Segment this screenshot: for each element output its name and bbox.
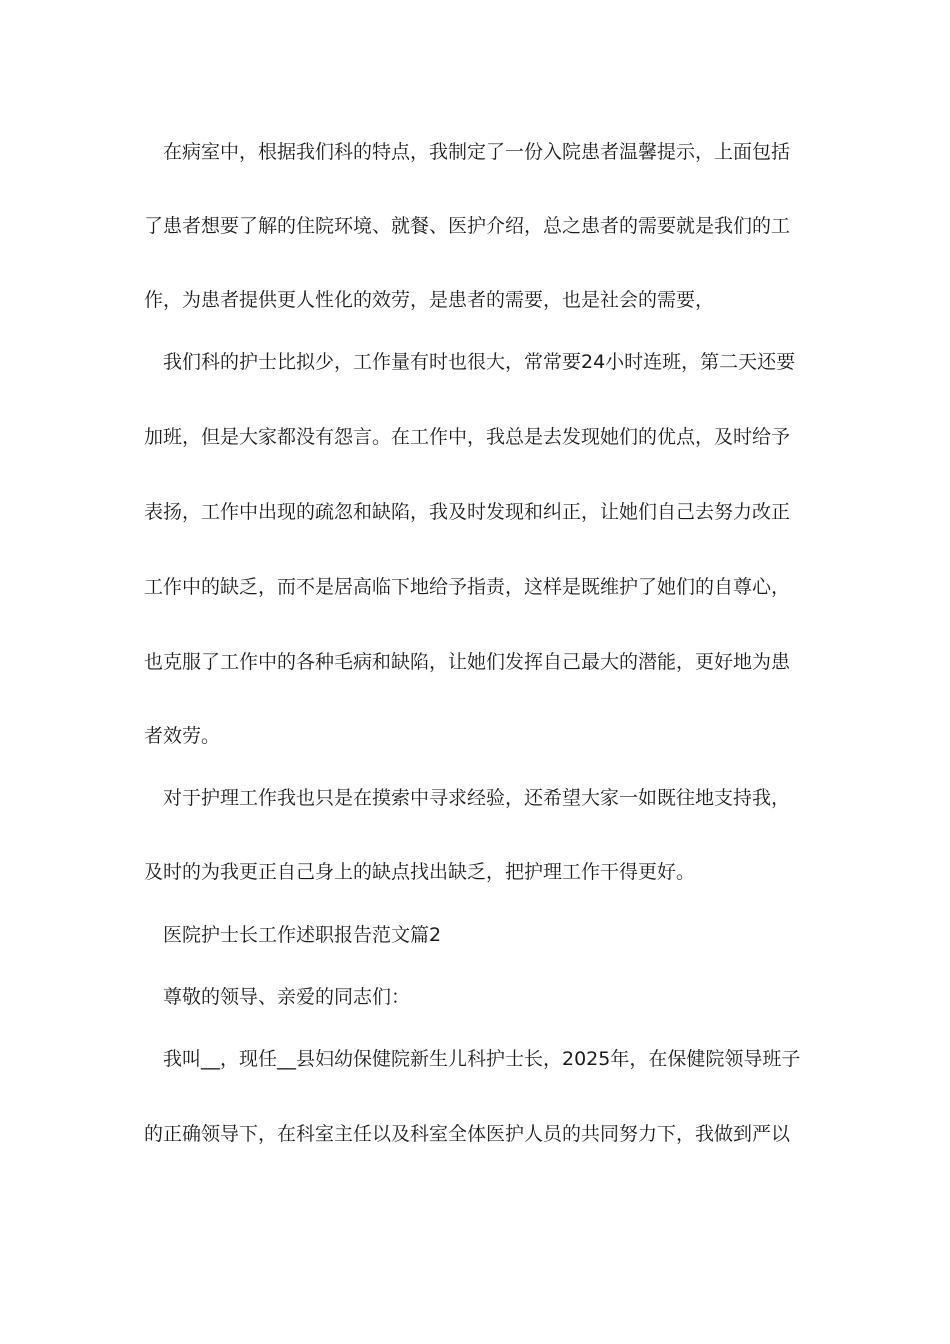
text-line: 表扬，工作中出现的疏忽和缺陷，我及时发现和纠正，让她们自己去努力改正 (144, 501, 791, 523)
section-heading: 医院护士长工作述职报告范文篇2 (163, 924, 442, 946)
text-line: 及时的为我更正自己身上的缺点找出缺乏，把护理工作干得更好。 (144, 861, 696, 883)
text-line: 对于护理工作我也只是在摸索中寻求经验，还希望大家一如既往地支持我， (163, 787, 791, 809)
text-line: 了患者想要了解的住院环境、就餐、医护介绍，总之患者的需要就是我们的工 (144, 215, 791, 237)
text-line: 的正确领导下，在科室主任以及科室全体医护人员的共同努力下，我做到严以 (144, 1123, 791, 1145)
text-line: 作，为患者提供更人性化的效劳，是患者的需要，也是社会的需要， (144, 289, 715, 311)
text-line: 者效劳。 (144, 725, 221, 747)
text-line: 在病室中，根据我们科的特点，我制定了一份入院患者温馨提示，上面包括 (163, 141, 791, 163)
text-line: 工作中的缺乏，而不是居高临下地给予指责，这样是既维护了她们的自尊心， (144, 576, 791, 598)
text-line: 也克服了工作中的各种毛病和缺陷，让她们发挥自己最大的潜能，更好地为患 (144, 651, 791, 673)
text-line: 加班，但是大家都没有怨言。在工作中，我总是去发现她们的优点，及时给予 (144, 426, 791, 448)
text-line: 我们科的护士比拟少，工作量有时也很大，常常要24小时连班，第二天还要 (163, 351, 796, 373)
salutation: 尊敬的领导、亲爱的同志们： (163, 986, 411, 1008)
text-line: 我叫__，现任__县妇幼保健院新生儿科护士长，2025年，在保健院领导班子 (163, 1048, 801, 1070)
